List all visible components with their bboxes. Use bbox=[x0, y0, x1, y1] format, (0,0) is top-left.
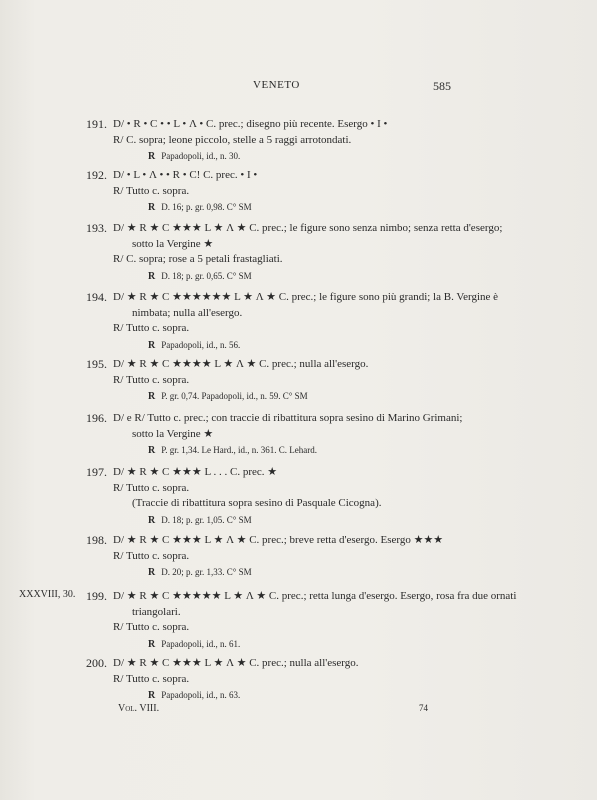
specimen-reference bbox=[148, 565, 252, 579]
reference-text: Papadopoli, id., n. 63. bbox=[161, 690, 241, 700]
obverse-description: D/ • R • C • • L • Λ • C. prec.; disegno più recente. Esergo • I • bbox=[113, 118, 388, 130]
specimen-reference bbox=[148, 513, 252, 527]
reverse-description: R/ C. sopra; leone piccolo, stelle a 5 raggi arrotondati. bbox=[113, 133, 352, 146]
rarity-mark: R bbox=[148, 270, 156, 282]
running-title: VENETO bbox=[253, 79, 300, 91]
reverse-description: R/ Tutto c. sopra. bbox=[113, 373, 190, 386]
obverse-description: D/ ★ R ★ C ★★★ L ★ Λ ★ C. prec.; le figure sono senza nimbo; senza retta d'esergo; bbox=[113, 222, 503, 234]
specimen-reference bbox=[148, 269, 252, 283]
signature-mark: 74 bbox=[419, 703, 428, 713]
specimen-reference bbox=[148, 338, 240, 352]
entry-number: 194. bbox=[86, 290, 107, 304]
reference-text: D. 18; p. gr. 1,05. C° SM bbox=[161, 514, 252, 525]
description-continued: nimbata; nulla all'esergo. bbox=[132, 306, 243, 319]
reference-text: P. gr. 0,74. Papadopoli, id., n. 59. C° SM bbox=[161, 391, 308, 401]
reverse-description: R/ C. sopra; rose a 5 petali frastagliati. bbox=[113, 253, 283, 265]
rarity-mark: R bbox=[148, 339, 156, 351]
rarity-mark: R bbox=[148, 445, 156, 456]
rarity-mark: R bbox=[148, 151, 156, 162]
plate-reference: XXXVIII, 30. bbox=[19, 589, 76, 600]
obverse-description: D/ ★ R ★ C ★★★★★★ L ★ Λ ★ C. prec.; le figure sono più grandi; la B. Vergine è bbox=[113, 291, 499, 303]
obverse-description: D/ ★ R ★ C ★★★ L ★ Λ ★ C. prec.; breve retta d'esergo. Esergo ★★★ bbox=[113, 534, 444, 546]
reference-text: D. 20; p. gr. 1,33. C° SM bbox=[161, 567, 252, 577]
description-continued: (Traccie di ribattitura sopra sesino di Pasquale Cicogna). bbox=[132, 497, 382, 509]
obverse-description: D/ e R/ Tutto c. prec.; con traccie di ribattitura sopra sesino di Marino Grimani; bbox=[113, 412, 463, 424]
entry-number: 195. bbox=[86, 357, 107, 371]
rarity-mark: R bbox=[148, 638, 156, 650]
reference-text: D. 16; p. gr. 0,98. C° SM bbox=[161, 202, 252, 212]
reference-text: Papadopoli, id., n. 30. bbox=[161, 151, 241, 161]
obverse-description: D/ ★ R ★ C ★★★★ L ★ Λ ★ C. prec.; nulla all'esergo. bbox=[113, 358, 369, 370]
rarity-mark: R bbox=[148, 391, 156, 402]
entry-number: 199. bbox=[86, 589, 107, 603]
entry-number: 192. bbox=[86, 168, 107, 182]
specimen-reference bbox=[148, 688, 240, 702]
reference-text: P. gr. 1,34. Le Hard., id., n. 361. C. Lehard. bbox=[161, 445, 317, 455]
specimen-reference bbox=[148, 389, 308, 403]
entry-number: 198. bbox=[86, 533, 107, 547]
reverse-description: R/ Tutto c. sopra. bbox=[113, 481, 190, 494]
specimen-reference bbox=[148, 200, 252, 214]
rarity-mark: R bbox=[148, 567, 156, 578]
reference-text: D. 18; p. gr. 0,65. C° SM bbox=[161, 270, 252, 281]
obverse-description: D/ • L • Λ • • R • C! C. prec. • I • bbox=[113, 169, 258, 181]
obverse-description: D/ ★ R ★ C ★★★ L . . . C. prec. ★ bbox=[113, 466, 278, 478]
specimen-reference bbox=[148, 443, 317, 457]
obverse-description: D/ ★ R ★ C ★★★★★ L ★ Λ ★ C. prec.; retta lunga d'esergo. Esergo, rosa fra due ornati bbox=[113, 590, 517, 602]
specimen-reference bbox=[148, 149, 240, 163]
specimen-reference bbox=[148, 637, 240, 651]
description-continued: triangolari. bbox=[132, 605, 181, 618]
entry-number: 191. bbox=[86, 117, 107, 131]
entry-number: 193. bbox=[86, 221, 107, 235]
reverse-description: R/ Tutto c. sopra. bbox=[113, 184, 190, 197]
volume-label: Vol. VIII. bbox=[118, 703, 160, 714]
obverse-description: D/ ★ R ★ C ★★★ L ★ Λ ★ C. prec.; nulla all'esergo. bbox=[113, 657, 359, 669]
entry-number: 200. bbox=[86, 656, 107, 670]
description-continued: sotto la Vergine ★ bbox=[132, 427, 214, 440]
reverse-description: R/ Tutto c. sopra. bbox=[113, 621, 190, 633]
reverse-description: R/ Tutto c. sopra. bbox=[113, 549, 190, 562]
rarity-mark: R bbox=[148, 514, 156, 526]
reverse-description: R/ Tutto c. sopra. bbox=[113, 322, 190, 334]
page-header bbox=[0, 79, 597, 95]
reference-text: Papadopoli, id., n. 61. bbox=[161, 638, 241, 649]
reference-text: Papadopoli, id., n. 56. bbox=[161, 339, 241, 350]
rarity-mark: R bbox=[148, 690, 156, 701]
page-number: 585 bbox=[433, 79, 451, 93]
reverse-description: R/ Tutto c. sopra. bbox=[113, 672, 190, 685]
entry-number: 196. bbox=[86, 411, 107, 425]
rarity-mark: R bbox=[148, 202, 156, 213]
description-continued: sotto la Vergine ★ bbox=[132, 237, 214, 250]
entry-number: 197. bbox=[86, 465, 107, 479]
